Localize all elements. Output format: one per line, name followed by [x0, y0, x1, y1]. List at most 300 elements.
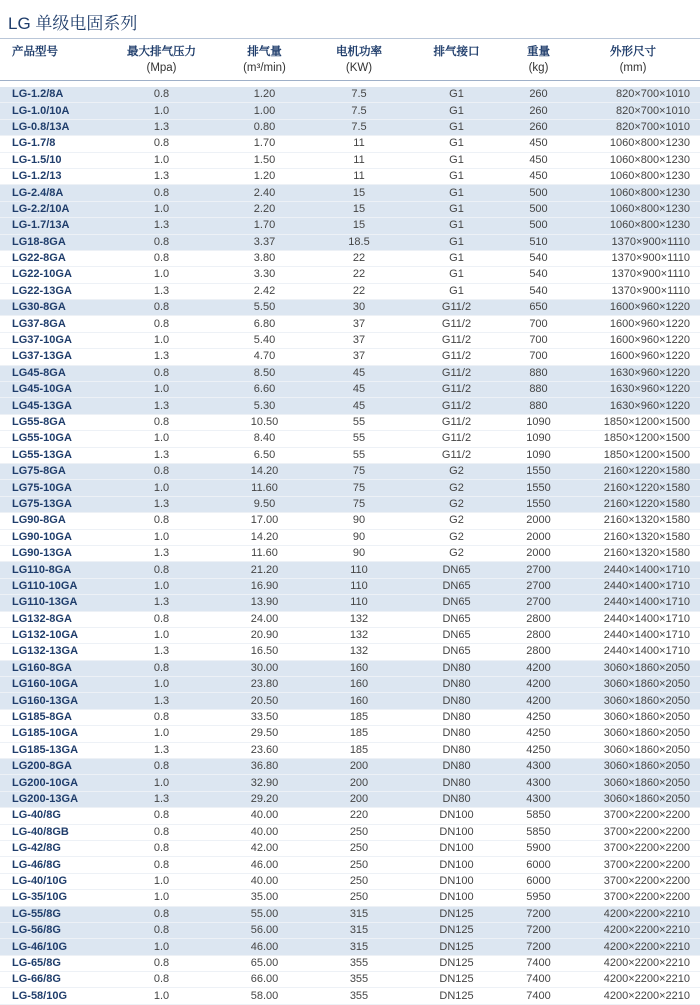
cell-dimensions: 2160×1320×1580: [603, 547, 690, 560]
table-row: [0, 513, 700, 529]
cell-dimensions: 1060×800×1230: [566, 201, 700, 217]
cell-outlet: DN80: [442, 743, 471, 756]
cell-pressure: 1.0: [153, 530, 170, 543]
table-row: [0, 578, 700, 594]
cell-pressure: 1.0: [153, 268, 170, 281]
cell-outlet: G11/2: [441, 334, 472, 347]
cell-motor-power: 110: [316, 578, 402, 594]
cell-dimensions: 4200×2200×2210: [603, 956, 690, 969]
cell-outlet: G2: [402, 496, 511, 512]
cell-pressure: 0.8: [110, 87, 213, 103]
table-row: [0, 972, 700, 988]
cell-outlet: G11/2: [441, 432, 472, 445]
cell-dimensions: 820×700×1010: [566, 103, 700, 119]
table-row: [0, 709, 700, 725]
cell-outlet: G2: [449, 514, 464, 527]
cell-outlet: DN125: [439, 973, 474, 986]
cell-dimensions: 1600×960×1220: [609, 350, 690, 363]
cell-motor-power: 200: [316, 775, 402, 791]
cell-dimensions: 3060×1860×2050: [566, 759, 700, 775]
cell-outlet: DN125: [439, 956, 474, 969]
table-row: [0, 595, 700, 611]
cell-motor-power: 22: [352, 268, 366, 281]
cell-air-delivery: 32.90: [213, 775, 316, 791]
cell-pressure: 1.3: [110, 119, 213, 135]
cell-weight: 2700: [511, 562, 566, 578]
cell-air-delivery: 14.20: [250, 530, 279, 543]
cell-dimensions: 1600×960×1220: [609, 334, 690, 347]
cell-motor-power: 45: [316, 398, 402, 414]
cell-weight: 4300: [511, 759, 566, 775]
cell-motor-power: 200: [316, 759, 402, 775]
cell-dimensions: 4200×2200×2210: [566, 922, 700, 938]
cell-outlet: G11/2: [402, 300, 511, 316]
cell-outlet: DN100: [439, 842, 474, 855]
cell-air-delivery: 1.70: [253, 137, 276, 150]
cell-weight: 7400: [526, 973, 551, 986]
cell-weight: 5850: [526, 809, 551, 822]
cell-outlet: G2: [449, 547, 464, 560]
cell-model: LG-56/8G: [0, 922, 110, 938]
cell-outlet: DN80: [442, 727, 471, 740]
cell-air-delivery: 66.00: [250, 973, 279, 986]
cell-motor-power: 37: [352, 334, 366, 347]
cell-weight: 4250: [526, 711, 551, 724]
cell-air-delivery: 11.60: [251, 547, 278, 560]
cell-air-delivery: 9.50: [213, 496, 316, 512]
cell-pressure: 1.0: [110, 480, 213, 496]
cell-air-delivery: 35.00: [250, 891, 279, 904]
cell-outlet: DN65: [442, 612, 471, 625]
cell-weight: 1550: [511, 496, 566, 512]
cell-model: LG110-10GA: [0, 578, 110, 594]
cell-weight: 880: [511, 398, 566, 414]
cell-weight: 2700: [511, 595, 566, 611]
cell-motor-power: 250: [349, 874, 369, 887]
cell-weight: 2800: [526, 645, 551, 658]
header-model: 产品型号: [12, 46, 58, 58]
table-row: [0, 890, 700, 906]
cell-outlet: DN100: [439, 874, 474, 887]
cell-weight: 7200: [511, 939, 566, 955]
cell-dimensions: 1060×800×1230: [566, 185, 700, 201]
cell-pressure: 1.3: [153, 350, 170, 363]
cell-outlet: G2: [402, 463, 511, 479]
cell-outlet: DN80: [402, 660, 511, 676]
cell-motor-power: 90: [352, 530, 366, 543]
cell-model: LG90-10GA: [12, 530, 72, 543]
cell-model: LG-66/8G: [12, 973, 61, 986]
cell-model: LG-0.8/13A: [0, 119, 110, 135]
cell-dimensions: 3060×1860×2050: [566, 660, 700, 676]
cell-dimensions: 2160×1320×1580: [603, 514, 690, 527]
cell-outlet: DN80: [402, 791, 511, 807]
table-row: [0, 562, 700, 578]
table-row: [0, 824, 700, 840]
cell-pressure: 0.8: [153, 973, 170, 986]
cell-motor-power: 355: [349, 973, 369, 986]
cell-pressure: 0.8: [110, 906, 213, 922]
cell-outlet: G1: [449, 284, 464, 297]
cell-dimensions: 2440×1400×1710: [566, 578, 700, 594]
cell-weight: 7400: [526, 956, 551, 969]
cell-air-delivery: 1.00: [213, 103, 316, 119]
cell-weight: 7400: [526, 989, 551, 1002]
table-row: [0, 398, 700, 414]
cell-model: LG-35/10G: [12, 891, 68, 904]
cell-motor-power: 185: [349, 711, 369, 724]
cell-weight: 260: [511, 119, 566, 135]
cell-air-delivery: 20.50: [213, 693, 316, 709]
cell-model: LG160-10GA: [0, 677, 110, 693]
cell-motor-power: 55: [352, 448, 366, 461]
table-row: [0, 693, 700, 709]
cell-model: LG200-13GA: [0, 791, 110, 807]
cell-air-delivery: 16.90: [213, 578, 316, 594]
cell-weight: 1550: [511, 463, 566, 479]
cell-air-delivery: 20.90: [250, 629, 279, 642]
cell-model: LG200-10GA: [0, 775, 110, 791]
cell-outlet: G1: [402, 103, 511, 119]
cell-model: LG75-8GA: [0, 463, 110, 479]
cell-air-delivery: 4.70: [253, 350, 276, 363]
cell-model: LG55-13GA: [12, 448, 72, 461]
table-row: [0, 382, 700, 398]
table-row: [0, 939, 700, 955]
cell-weight: 4250: [526, 743, 551, 756]
header-motor-power: 电机功率 (KW): [336, 46, 382, 74]
cell-outlet: DN65: [442, 645, 471, 658]
cell-motor-power: 90: [352, 514, 366, 527]
title-divider: [0, 38, 700, 39]
cell-pressure: 0.8: [153, 252, 170, 265]
cell-model: LG90-13GA: [12, 547, 72, 560]
table-row: [0, 660, 700, 676]
cell-pressure: 1.0: [110, 201, 213, 217]
cell-motor-power: 220: [349, 809, 369, 822]
cell-model: LG45-8GA: [0, 365, 110, 381]
cell-outlet: DN80: [402, 775, 511, 791]
cell-air-delivery: 23.60: [250, 743, 279, 756]
cell-model: LG-1.5/10: [12, 153, 62, 166]
cell-pressure: 1.3: [153, 170, 170, 183]
cell-dimensions: 2440×1400×1710: [566, 562, 700, 578]
cell-weight: 5950: [526, 891, 551, 904]
cell-motor-power: 200: [316, 791, 402, 807]
cell-model: LG110-13GA: [0, 595, 110, 611]
table-row: [0, 677, 700, 693]
cell-weight: 4200: [511, 677, 566, 693]
cell-pressure: 0.8: [153, 711, 170, 724]
cell-motor-power: 11: [353, 153, 365, 166]
table-row: [0, 463, 700, 479]
cell-dimensions: 4200×2200×2210: [603, 989, 690, 1002]
cell-motor-power: 15: [316, 218, 402, 234]
cell-dimensions: 2160×1320×1580: [603, 530, 690, 543]
cell-motor-power: 160: [316, 677, 402, 693]
cell-pressure: 0.8: [153, 956, 170, 969]
cell-weight: 540: [529, 252, 548, 265]
cell-model: LG-2.2/10A: [0, 201, 110, 217]
table-row: [0, 103, 700, 119]
header-dimensions: 外形尺寸 (mm): [610, 46, 656, 74]
cell-weight: 4300: [511, 775, 566, 791]
page-title: LG 单级电固系列: [8, 14, 138, 33]
cell-outlet: G2: [402, 480, 511, 496]
cell-dimensions: 1850×1200×1500: [603, 448, 690, 461]
cell-weight: 4200: [511, 693, 566, 709]
cell-air-delivery: 2.20: [213, 201, 316, 217]
cell-dimensions: 2440×1400×1710: [603, 629, 690, 642]
cell-air-delivery: 2.40: [213, 185, 316, 201]
table-row: [0, 447, 700, 463]
cell-outlet: DN80: [402, 759, 511, 775]
cell-outlet: DN125: [402, 906, 511, 922]
cell-motor-power: 90: [352, 547, 366, 560]
cell-outlet: G1: [449, 170, 464, 183]
cell-model: LG-1.7/8: [12, 137, 56, 150]
cell-weight: 7200: [511, 906, 566, 922]
cell-dimensions: 3700×2200×2200: [603, 874, 690, 887]
cell-dimensions: 3700×2200×2200: [603, 858, 690, 871]
cell-air-delivery: 30.00: [213, 660, 316, 676]
cell-dimensions: 2440×1400×1710: [603, 645, 690, 658]
cell-model: LG-40/10G: [12, 874, 68, 887]
cell-motor-power: 45: [316, 382, 402, 398]
cell-outlet: DN100: [439, 891, 474, 904]
cell-model: LG22-10GA: [12, 268, 72, 281]
cell-dimensions: 1630×960×1220: [566, 365, 700, 381]
cell-model: LG-58/10G: [12, 989, 68, 1002]
cell-pressure: 0.8: [110, 922, 213, 938]
cell-air-delivery: 29.50: [250, 727, 279, 740]
cell-pressure: 1.0: [110, 775, 213, 791]
spec-table: [0, 40, 700, 1005]
cell-dimensions: 2440×1400×1710: [603, 612, 690, 625]
cell-pressure: 1.0: [153, 629, 170, 642]
cell-air-delivery: 10.50: [250, 416, 279, 428]
cell-pressure: 1.3: [153, 448, 170, 461]
table-row: [0, 759, 700, 775]
cell-pressure: 1.0: [153, 989, 170, 1002]
cell-pressure: 1.3: [110, 595, 213, 611]
cell-pressure: 1.0: [153, 727, 170, 740]
table-row: [0, 529, 700, 545]
cell-air-delivery: 3.37: [213, 234, 316, 250]
cell-dimensions: 1600×960×1220: [566, 300, 700, 316]
header-pressure: 最大排气压力 (Mpa): [127, 46, 196, 74]
cell-dimensions: 2160×1220×1580: [566, 496, 700, 512]
cell-air-delivery: 21.20: [213, 562, 316, 578]
table-row: [0, 988, 700, 1004]
cell-weight: 2000: [526, 514, 551, 527]
cell-pressure: 1.0: [153, 874, 170, 887]
cell-pressure: 1.3: [153, 284, 170, 297]
cell-air-delivery: 65.00: [250, 956, 279, 969]
cell-dimensions: 2160×1220×1580: [566, 463, 700, 479]
cell-motor-power: 75: [316, 480, 402, 496]
cell-pressure: 1.0: [110, 103, 213, 119]
cell-pressure: 1.0: [153, 153, 170, 166]
cell-model: LG-42/8G: [12, 842, 61, 855]
cell-dimensions: 2440×1400×1710: [566, 595, 700, 611]
cell-pressure: 0.8: [153, 809, 170, 822]
cell-dimensions: 4200×2200×2210: [603, 973, 690, 986]
cell-air-delivery: 11.60: [213, 480, 316, 496]
cell-motor-power: 250: [349, 891, 369, 904]
cell-outlet: G11/2: [441, 416, 472, 428]
cell-air-delivery: 40.00: [250, 825, 279, 838]
cell-pressure: 0.8: [153, 842, 170, 855]
cell-pressure: 1.3: [153, 645, 170, 658]
cell-outlet: DN125: [402, 939, 511, 955]
cell-dimensions: 3060×1860×2050: [603, 743, 690, 756]
cell-weight: 1090: [526, 448, 551, 461]
cell-weight: 1550: [511, 480, 566, 496]
cell-air-delivery: 56.00: [213, 922, 316, 938]
cell-dimensions: 3060×1860×2050: [566, 693, 700, 709]
cell-weight: 880: [511, 382, 566, 398]
cell-motor-power: 15: [316, 201, 402, 217]
cell-air-delivery: 2.42: [253, 284, 276, 297]
cell-dimensions: 3060×1860×2050: [566, 775, 700, 791]
cell-pressure: 1.3: [110, 496, 213, 512]
cell-model: LG45-10GA: [0, 382, 110, 398]
cell-model: LG-55/8G: [0, 906, 110, 922]
cell-model: LG-1.2/13: [12, 170, 62, 183]
cell-air-delivery: 40.00: [250, 809, 279, 822]
cell-outlet: G1: [402, 87, 511, 103]
cell-model: LG90-8GA: [12, 514, 66, 527]
table-row: [0, 87, 700, 103]
table-row: [0, 365, 700, 381]
cell-pressure: 0.8: [153, 416, 170, 428]
cell-model: LG45-13GA: [0, 398, 110, 414]
cell-pressure: 0.8: [110, 234, 213, 250]
cell-dimensions: 1370×900×1110: [566, 234, 700, 250]
header-weight: 重量 (kg): [527, 46, 550, 74]
cell-dimensions: 1850×1200×1500: [603, 432, 690, 445]
cell-model: LG22-8GA: [12, 252, 66, 265]
cell-air-delivery: 3.30: [253, 268, 276, 281]
cell-air-delivery: 5.30: [213, 398, 316, 414]
cell-model: LG185-8GA: [12, 711, 72, 724]
cell-weight: 5850: [526, 825, 551, 838]
table-row: [0, 873, 700, 889]
cell-model: LG132-13GA: [12, 645, 79, 658]
cell-model: LG-46/8G: [12, 858, 61, 871]
cell-air-delivery: 36.80: [213, 759, 316, 775]
cell-outlet: DN125: [439, 989, 474, 1002]
cell-weight: 260: [511, 103, 566, 119]
cell-air-delivery: 5.40: [253, 334, 276, 347]
cell-pressure: 0.8: [153, 612, 170, 625]
cell-pressure: 0.8: [153, 858, 170, 871]
cell-outlet: G1: [402, 119, 511, 135]
cell-motor-power: 15: [316, 185, 402, 201]
cell-motor-power: 7.5: [316, 103, 402, 119]
cell-model: LG55-10GA: [12, 432, 72, 445]
cell-motor-power: 11: [353, 137, 365, 150]
cell-dimensions: 3700×2200×2200: [603, 809, 690, 822]
cell-model: LG-1.0/10A: [0, 103, 110, 119]
cell-weight: 700: [529, 317, 548, 330]
cell-motor-power: 22: [352, 284, 366, 297]
cell-dimensions: 3700×2200×2200: [603, 891, 690, 904]
cell-weight: 500: [511, 201, 566, 217]
cell-model: LG55-8GA: [12, 416, 66, 428]
cell-outlet: DN100: [439, 858, 474, 871]
table-row: [0, 431, 700, 447]
cell-model: LG-40/8G: [12, 809, 61, 822]
cell-motor-power: 315: [316, 939, 402, 955]
cell-outlet: G11/2: [441, 448, 472, 461]
cell-dimensions: 1630×960×1220: [566, 382, 700, 398]
cell-motor-power: 315: [316, 906, 402, 922]
cell-outlet: G11/2: [402, 382, 511, 398]
table-header-row: [0, 40, 700, 81]
cell-pressure: 1.0: [153, 432, 170, 445]
cell-weight: 450: [529, 153, 548, 166]
cell-pressure: 0.8: [110, 300, 213, 316]
table-row: [0, 480, 700, 496]
cell-dimensions: 3060×1860×2050: [603, 711, 690, 724]
cell-weight: 6000: [526, 874, 551, 887]
cell-air-delivery: 8.40: [253, 432, 276, 445]
table-row: [0, 300, 700, 316]
table-row: [0, 726, 700, 742]
cell-weight: 450: [529, 137, 548, 150]
table-body: [0, 81, 700, 1005]
cell-motor-power: 75: [316, 463, 402, 479]
table-row: [0, 168, 700, 184]
cell-outlet: DN125: [402, 922, 511, 938]
cell-air-delivery: 3.80: [253, 252, 276, 265]
cell-motor-power: 7.5: [316, 87, 402, 103]
cell-weight: 2800: [526, 612, 551, 625]
cell-weight: 4300: [511, 791, 566, 807]
cell-motor-power: 75: [316, 496, 402, 512]
table-row: [0, 496, 700, 512]
cell-weight: 2000: [526, 547, 551, 560]
cell-dimensions: 3060×1860×2050: [566, 791, 700, 807]
cell-air-delivery: 13.90: [213, 595, 316, 611]
cell-pressure: 1.3: [110, 791, 213, 807]
cell-outlet: G1: [402, 201, 511, 217]
cell-pressure: 0.8: [110, 562, 213, 578]
cell-dimensions: 1060×800×1230: [609, 153, 690, 166]
cell-pressure: 0.8: [110, 463, 213, 479]
cell-pressure: 1.0: [153, 891, 170, 904]
cell-air-delivery: 16.50: [250, 645, 279, 658]
table-row: [0, 955, 700, 971]
cell-air-delivery: 1.20: [213, 87, 316, 103]
table-row: [0, 627, 700, 643]
cell-motor-power: 160: [316, 693, 402, 709]
table-row: [0, 218, 700, 234]
cell-model: LG132-8GA: [12, 612, 72, 625]
table-row: [0, 267, 700, 283]
cell-weight: 1090: [526, 416, 551, 428]
cell-dimensions: 4200×2200×2210: [566, 906, 700, 922]
cell-weight: 880: [511, 365, 566, 381]
cell-air-delivery: 40.00: [250, 874, 279, 887]
table-row: [0, 840, 700, 856]
cell-weight: 540: [529, 268, 548, 281]
table-row: [0, 283, 700, 299]
cell-weight: 6000: [526, 858, 551, 871]
cell-motor-power: 185: [349, 727, 369, 740]
